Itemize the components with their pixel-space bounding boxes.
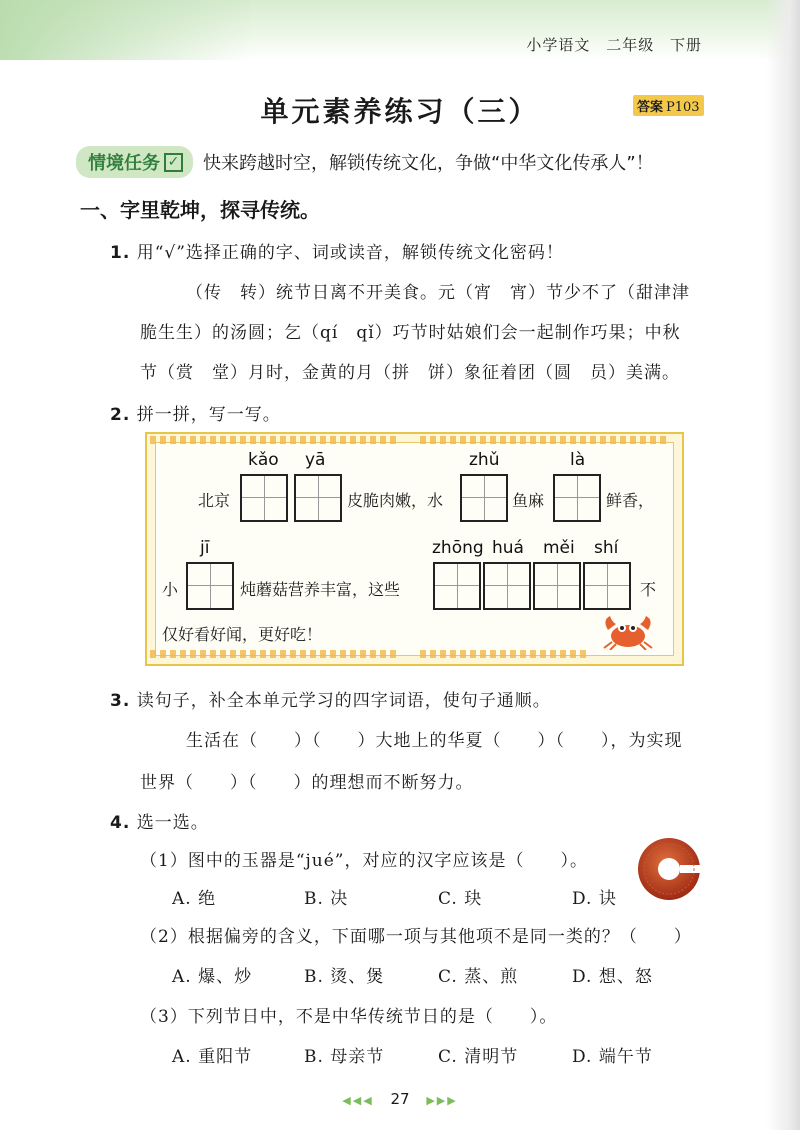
text-line3: 仅好看好闻，更好吃！	[162, 625, 323, 644]
q4-sub3-options	[172, 1042, 653, 1067]
task-badge-label: 情境任务	[88, 153, 160, 174]
checkbox-icon: ✓	[164, 153, 183, 172]
pinyin-zhong: zhōng	[432, 538, 484, 558]
wheat-decoration-top-left	[150, 436, 400, 444]
q2-prompt-line	[110, 400, 281, 425]
option-b[interactable]: B. 决	[304, 889, 349, 909]
answer-page: P103	[666, 100, 700, 115]
text-mid3: 炖蘑菇营养丰富，这些	[240, 580, 401, 599]
section-title: 一、字里乾坤，探寻传统。	[80, 198, 320, 222]
header-grade: 二年级	[606, 36, 655, 54]
pinyin-mei: měi	[543, 538, 575, 558]
option-a[interactable]: A. 爆、炒	[172, 967, 253, 987]
q2-prompt: 拼一拼，写一写。	[136, 405, 281, 425]
q1-prompt: 用“√”选择正确的字、词或读音，解锁传统文化密码！	[136, 243, 564, 263]
q1-line-1: （传 转）统节日离不开美食。元（宵 宵）节少不了（甜津津	[186, 283, 690, 303]
q4-prompt-line	[110, 808, 209, 833]
q3-prompt: 读句子，补全本单元学习的四字词语，使句子通顺。	[136, 691, 551, 711]
writing-cell[interactable]	[583, 562, 631, 610]
header-meta	[516, 34, 702, 55]
writing-cell[interactable]	[433, 562, 481, 610]
text-bu: 不	[640, 580, 657, 599]
jade-jue-image	[636, 836, 702, 902]
crab-icon	[598, 606, 658, 650]
q3-line-2: 世界（ ）（ ）的理想而不断努力。	[140, 773, 474, 793]
task-text: 快来跨越时空，解锁传统文化，争做“中华文化传承人”！	[203, 153, 654, 174]
header-volume: 下册	[669, 36, 702, 54]
writing-cell[interactable]	[460, 474, 508, 522]
text-mid1: 皮脆肉嫩，水	[347, 491, 444, 510]
q4-sub1: （1）图中的玉器是“jué”，对应的汉字应该是（ ）。	[140, 851, 588, 871]
writing-cell[interactable]	[553, 474, 601, 522]
text-end1: 鲜香，	[606, 491, 655, 510]
pinyin-hua: huá	[492, 538, 524, 558]
pinyin-la: là	[570, 450, 586, 470]
text-beijing: 北京	[198, 491, 231, 510]
option-d[interactable]: D. 端午节	[572, 1047, 653, 1067]
q1-prompt-line	[110, 238, 564, 263]
q4-sub3: （3）下列节日中，不是中华传统节日的是（ ）。	[140, 1007, 558, 1027]
wheat-decoration-bottom-right	[420, 650, 590, 658]
text-xiao: 小	[162, 580, 179, 599]
option-c[interactable]: C. 清明节	[438, 1047, 519, 1067]
q3-prompt-line	[110, 686, 551, 711]
pinyin-shi: shí	[594, 538, 619, 558]
option-c[interactable]: C. 玦	[438, 889, 483, 909]
pinyin-zhu: zhǔ	[469, 450, 500, 470]
q1-number: 1.	[110, 243, 131, 263]
writing-cell[interactable]	[533, 562, 581, 610]
right-arrows-icon: ▶▶▶	[426, 1094, 458, 1107]
left-arrows-icon: ◀◀◀	[342, 1094, 374, 1107]
q1-line-2: 脆生生）的汤圆；乞（qí qǐ）巧节时姑娘们会一起制作巧果；中秋	[140, 323, 681, 343]
q4-sub1-options	[172, 884, 617, 909]
header-subject: 小学语文	[526, 36, 591, 54]
writing-cell[interactable]	[240, 474, 288, 522]
q4-sub2: （2）根据偏旁的含义，下面哪一项与其他项不是同一类的？（ ）	[140, 927, 692, 947]
q3-number: 3.	[110, 691, 131, 711]
page-number: 27	[390, 1090, 410, 1108]
page-edge-shadow	[766, 0, 800, 1130]
q4-prompt: 选一选。	[136, 813, 209, 833]
option-a[interactable]: A. 重阳节	[172, 1047, 253, 1067]
text-mid2: 鱼麻	[512, 491, 545, 510]
writing-cell[interactable]	[483, 562, 531, 610]
option-d[interactable]: D. 诀	[572, 889, 617, 909]
q2-number: 2.	[110, 405, 131, 425]
writing-cell[interactable]	[294, 474, 342, 522]
option-c[interactable]: C. 蒸、煎	[438, 967, 519, 987]
answer-tag	[633, 95, 704, 116]
q3-line-1: 生活在（ ）（ ）大地上的华夏（ ）（ ），为实现	[186, 731, 683, 751]
option-b[interactable]: B. 母亲节	[304, 1047, 385, 1067]
pinyin-ji: jī	[200, 538, 210, 558]
answer-label: 答案	[637, 100, 664, 115]
option-b[interactable]: B. 烫、煲	[304, 967, 385, 987]
page-footer	[0, 1090, 800, 1108]
q1-line-3: 节（赏 堂）月时，金黄的月（拼 饼）象征着团（圆 员）美满。	[140, 363, 680, 383]
wheat-decoration-top-right	[420, 436, 670, 444]
q4-number: 4.	[110, 813, 131, 833]
option-d[interactable]: D. 想、怒	[572, 967, 653, 987]
wheat-decoration-bottom-left	[150, 650, 400, 658]
pinyin-ya: yā	[305, 450, 326, 470]
option-a[interactable]: A. 绝	[172, 889, 217, 909]
q4-sub2-options	[172, 962, 653, 987]
task-row	[76, 146, 654, 178]
pinyin-kao: kǎo	[248, 450, 279, 470]
page-title: 单元素养练习（三）	[260, 95, 540, 128]
task-badge	[76, 146, 193, 178]
writing-cell[interactable]	[186, 562, 234, 610]
